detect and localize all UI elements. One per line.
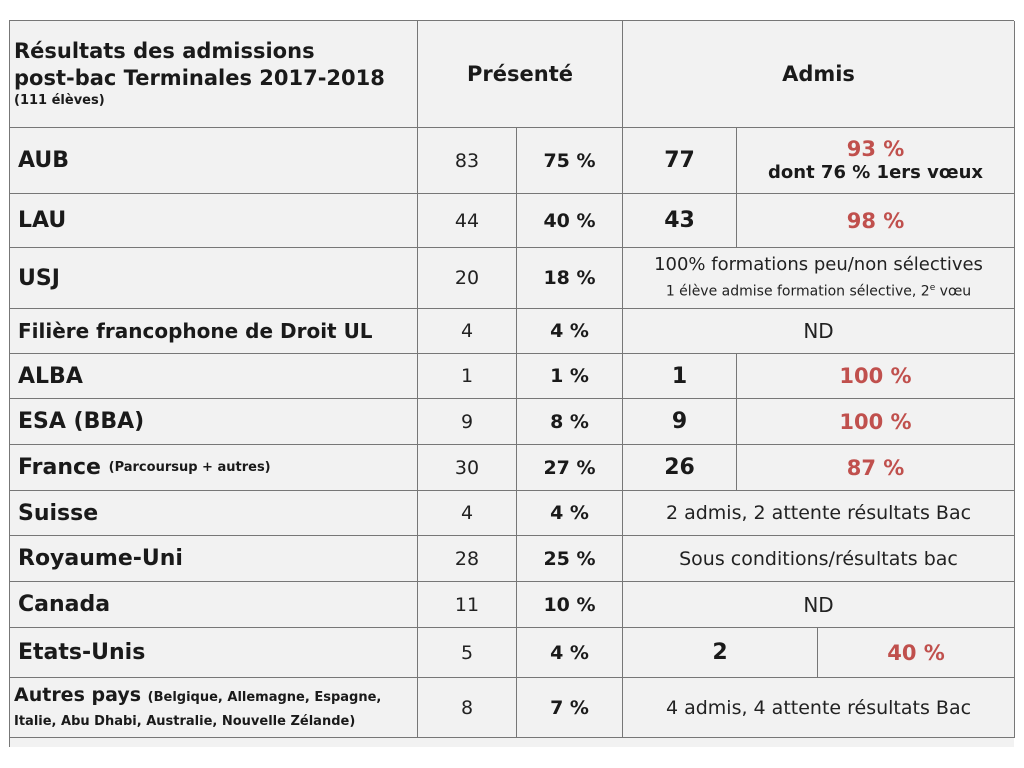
row-usj-note-line1: 100% formations peu/non sélectives bbox=[654, 254, 983, 276]
row-suisse-note: 2 admis, 2 attente résultats Bac bbox=[623, 491, 1015, 536]
row-autres-label-small-2: Italie, Abu Dhabi, Australie, Nouvelle Zélande) bbox=[14, 714, 356, 729]
row-canada-presented: 11 bbox=[418, 582, 517, 628]
row-france-presented: 30 bbox=[418, 445, 517, 491]
row-uk-pct: 25 % bbox=[517, 536, 623, 582]
row-suisse-presented: 4 bbox=[418, 491, 517, 536]
row-canada-note: ND bbox=[623, 582, 1015, 628]
row-usj-note bbox=[623, 248, 1015, 309]
header-admis bbox=[623, 21, 1015, 128]
row-france-label-small: (Parcoursup + autres) bbox=[108, 460, 271, 475]
row-alba-admitted: 1 bbox=[623, 354, 737, 399]
row-autres-label-text: Autres pays bbox=[14, 684, 142, 706]
title-note: (111 élèves) bbox=[14, 93, 105, 108]
row-lau-pct: 40 % bbox=[517, 194, 623, 248]
row-autres-note: 4 admis, 4 attente résultats Bac bbox=[623, 678, 1015, 738]
row-canada-label: Canada bbox=[10, 582, 418, 628]
row-aub-admitted: 77 bbox=[623, 128, 737, 194]
row-esa-pct: 8 % bbox=[517, 399, 623, 445]
row-usa-presented: 5 bbox=[418, 628, 517, 678]
row-uk-presented: 28 bbox=[418, 536, 517, 582]
row-aub-label: AUB bbox=[10, 128, 418, 194]
row-autres-label bbox=[10, 678, 418, 738]
row-usj-label: USJ bbox=[10, 248, 418, 309]
table-title bbox=[10, 21, 418, 128]
row-usj-note-line2-sup: e bbox=[929, 283, 936, 294]
row-esa-rate: 100 % bbox=[737, 399, 1015, 445]
row-usj-pct: 18 % bbox=[517, 248, 623, 309]
row-lau-rate: 98 % bbox=[737, 194, 1015, 248]
admissions-table bbox=[9, 20, 1014, 747]
row-droit-presented: 4 bbox=[418, 309, 517, 354]
row-usj-note-line2 bbox=[666, 277, 971, 303]
row-autres-label-small-1: (Belgique, Allemagne, Espagne, bbox=[147, 690, 382, 705]
row-alba-rate: 100 % bbox=[737, 354, 1015, 399]
row-aub-rate bbox=[737, 128, 1015, 194]
row-usa-label: Etats-Unis bbox=[10, 628, 418, 678]
header-admis-label: Admis bbox=[782, 62, 855, 86]
row-usj-note-line2-end: vœu bbox=[935, 283, 972, 300]
row-usa-admis-split bbox=[623, 628, 1015, 678]
row-droit-pct: 4 % bbox=[517, 309, 623, 354]
row-lau-presented: 44 bbox=[418, 194, 517, 248]
row-uk-note: Sous conditions/résultats bac bbox=[623, 536, 1015, 582]
row-usj-presented: 20 bbox=[418, 248, 517, 309]
row-france-label bbox=[10, 445, 418, 491]
row-esa-presented: 9 bbox=[418, 399, 517, 445]
title-line-1: Résultats des admissions bbox=[14, 39, 315, 63]
row-suisse-label: Suisse bbox=[10, 491, 418, 536]
header-present bbox=[418, 21, 623, 128]
row-france-rate: 87 % bbox=[737, 445, 1015, 491]
row-alba-label: ALBA bbox=[10, 354, 418, 399]
row-canada-pct: 10 % bbox=[517, 582, 623, 628]
row-alba-pct: 1 % bbox=[517, 354, 623, 399]
row-france-admitted: 26 bbox=[623, 445, 737, 491]
row-droit-label: Filière francophone de Droit UL bbox=[10, 309, 418, 354]
row-usa-rate: 40 % bbox=[887, 640, 945, 665]
row-alba-presented: 1 bbox=[418, 354, 517, 399]
row-autres-label-line1 bbox=[14, 682, 381, 711]
row-lau-label: LAU bbox=[10, 194, 418, 248]
row-aub-pct: 75 % bbox=[517, 128, 623, 194]
row-france-label-text: France bbox=[18, 455, 101, 480]
row-uk-label: Royaume-Uni bbox=[10, 536, 418, 582]
row-aub-rate-value: 93 % bbox=[846, 136, 905, 161]
row-lau-admitted: 43 bbox=[623, 194, 737, 248]
header-present-label: Présenté bbox=[467, 62, 573, 86]
row-usa-pct: 4 % bbox=[517, 628, 623, 678]
row-aub-presented: 83 bbox=[418, 128, 517, 194]
row-usa-admitted: 2 bbox=[623, 628, 818, 677]
row-esa-admitted: 9 bbox=[623, 399, 737, 445]
row-autres-presented: 8 bbox=[418, 678, 517, 738]
row-esa-label: ESA (BBA) bbox=[10, 399, 418, 445]
row-autres-pct: 7 % bbox=[517, 678, 623, 738]
row-usj-note-line2-text: 1 élève admise formation sélective, 2 bbox=[665, 283, 930, 300]
row-france-pct: 27 % bbox=[517, 445, 623, 491]
row-suisse-pct: 4 % bbox=[517, 491, 623, 536]
row-aub-rate-note: dont 76 % 1ers vœux bbox=[768, 161, 983, 183]
title-line-2: post-bac Terminales 2017-2018 bbox=[14, 66, 385, 90]
row-droit-note: ND bbox=[623, 309, 1015, 354]
